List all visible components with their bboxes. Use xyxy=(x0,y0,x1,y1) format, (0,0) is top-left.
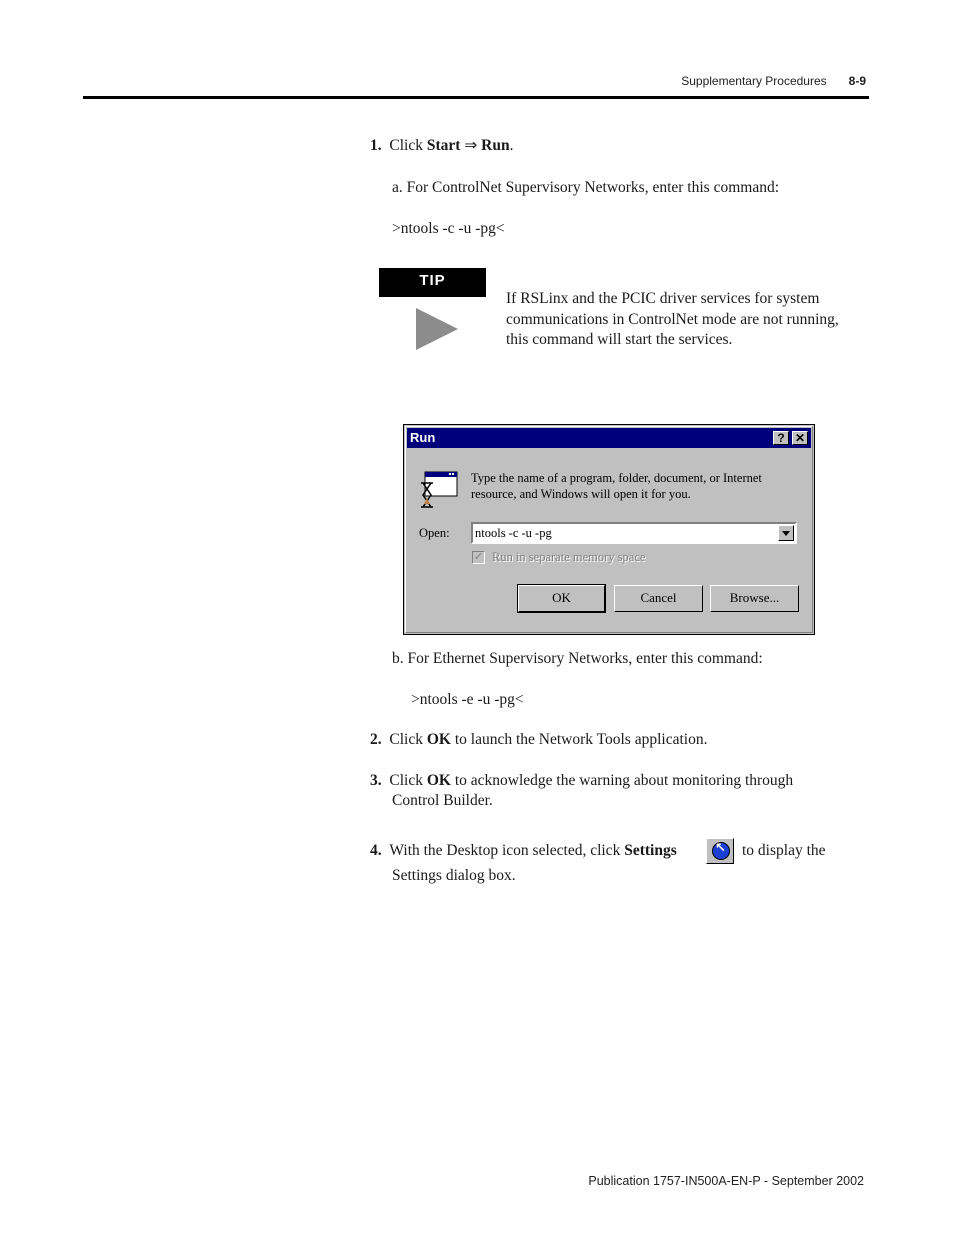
tip-arrow-icon xyxy=(416,308,458,350)
run-program-icon xyxy=(419,471,459,511)
open-label: Open: xyxy=(419,526,450,540)
header-rule xyxy=(83,96,869,99)
tip-line-1: If RSLinx and the PCIC driver services for system xyxy=(506,290,820,307)
section-title: Supplementary Procedures xyxy=(681,74,827,88)
step-4-tail: to display the xyxy=(742,842,826,859)
cancel-button[interactable]: Cancel xyxy=(614,585,703,612)
step-number: 2. xyxy=(370,731,382,748)
step-text: . xyxy=(509,137,514,154)
step-text: Click xyxy=(389,731,427,748)
dialog-titlebar xyxy=(407,428,811,448)
ok-button[interactable]: OK xyxy=(518,585,605,612)
step-text: Click xyxy=(389,772,427,789)
step-3 xyxy=(370,771,793,791)
step-3-line-2: Control Builder. xyxy=(392,792,493,809)
settings-icon xyxy=(706,838,734,864)
step-1 xyxy=(370,136,513,156)
start-term: Start xyxy=(426,137,461,154)
dropdown-arrow-icon[interactable] xyxy=(778,525,794,541)
separate-memory-checkbox: ✓ xyxy=(473,551,484,563)
tip-label: TIP xyxy=(379,268,486,297)
tip-line-3: this command will start the services. xyxy=(506,331,733,348)
step-4-line-2: Settings dialog box. xyxy=(392,867,516,884)
step-text: to launch the Network Tools application. xyxy=(450,731,708,748)
ok-term: OK xyxy=(426,772,451,789)
step-number: 1. xyxy=(370,137,382,154)
step-4 xyxy=(370,841,677,861)
step-1a: a. For ControlNet Supervisory Networks, enter this command: xyxy=(392,179,780,196)
step-text: With the Desktop icon selected, click xyxy=(389,842,625,859)
step-2 xyxy=(370,730,707,750)
ok-term: OK xyxy=(426,731,451,748)
dialog-description-line-1: Type the name of a program, folder, document, or Internet xyxy=(471,471,762,485)
page-number: 8-9 xyxy=(848,74,866,88)
step-text: to acknowledge the warning about monitoring through xyxy=(450,772,794,789)
dialog-description-line-2: resource, and Windows will open it for you. xyxy=(471,487,691,501)
publication-footer: Publication 1757-IN500A-EN-P - September 2002 xyxy=(588,1174,864,1188)
open-input-value[interactable]: ntools -c -u -pg xyxy=(475,526,552,540)
command-ethernet: >ntools -e -u -pg< xyxy=(411,691,524,708)
dialog-title: Run xyxy=(410,430,436,445)
step-text: Click xyxy=(389,137,427,154)
close-button[interactable]: ✕ xyxy=(792,431,808,445)
step-number: 4. xyxy=(370,842,382,859)
page-header xyxy=(681,74,866,88)
browse-button[interactable]: Browse... xyxy=(710,585,799,612)
arrow: ⇒ xyxy=(460,137,482,154)
command-controlnet: >ntools -c -u -pg< xyxy=(392,220,505,237)
step-1b: b. For Ethernet Supervisory Networks, enter this command: xyxy=(392,650,763,667)
help-button[interactable]: ? xyxy=(773,431,789,445)
tip-line-2: communications in ControlNet mode are not running, xyxy=(506,311,839,328)
open-combobox[interactable] xyxy=(471,522,797,544)
run-term: Run xyxy=(481,137,510,154)
step-number: 3. xyxy=(370,772,382,789)
settings-term: Settings xyxy=(624,842,677,859)
separate-memory-label: Run in separate memory space xyxy=(492,550,646,564)
